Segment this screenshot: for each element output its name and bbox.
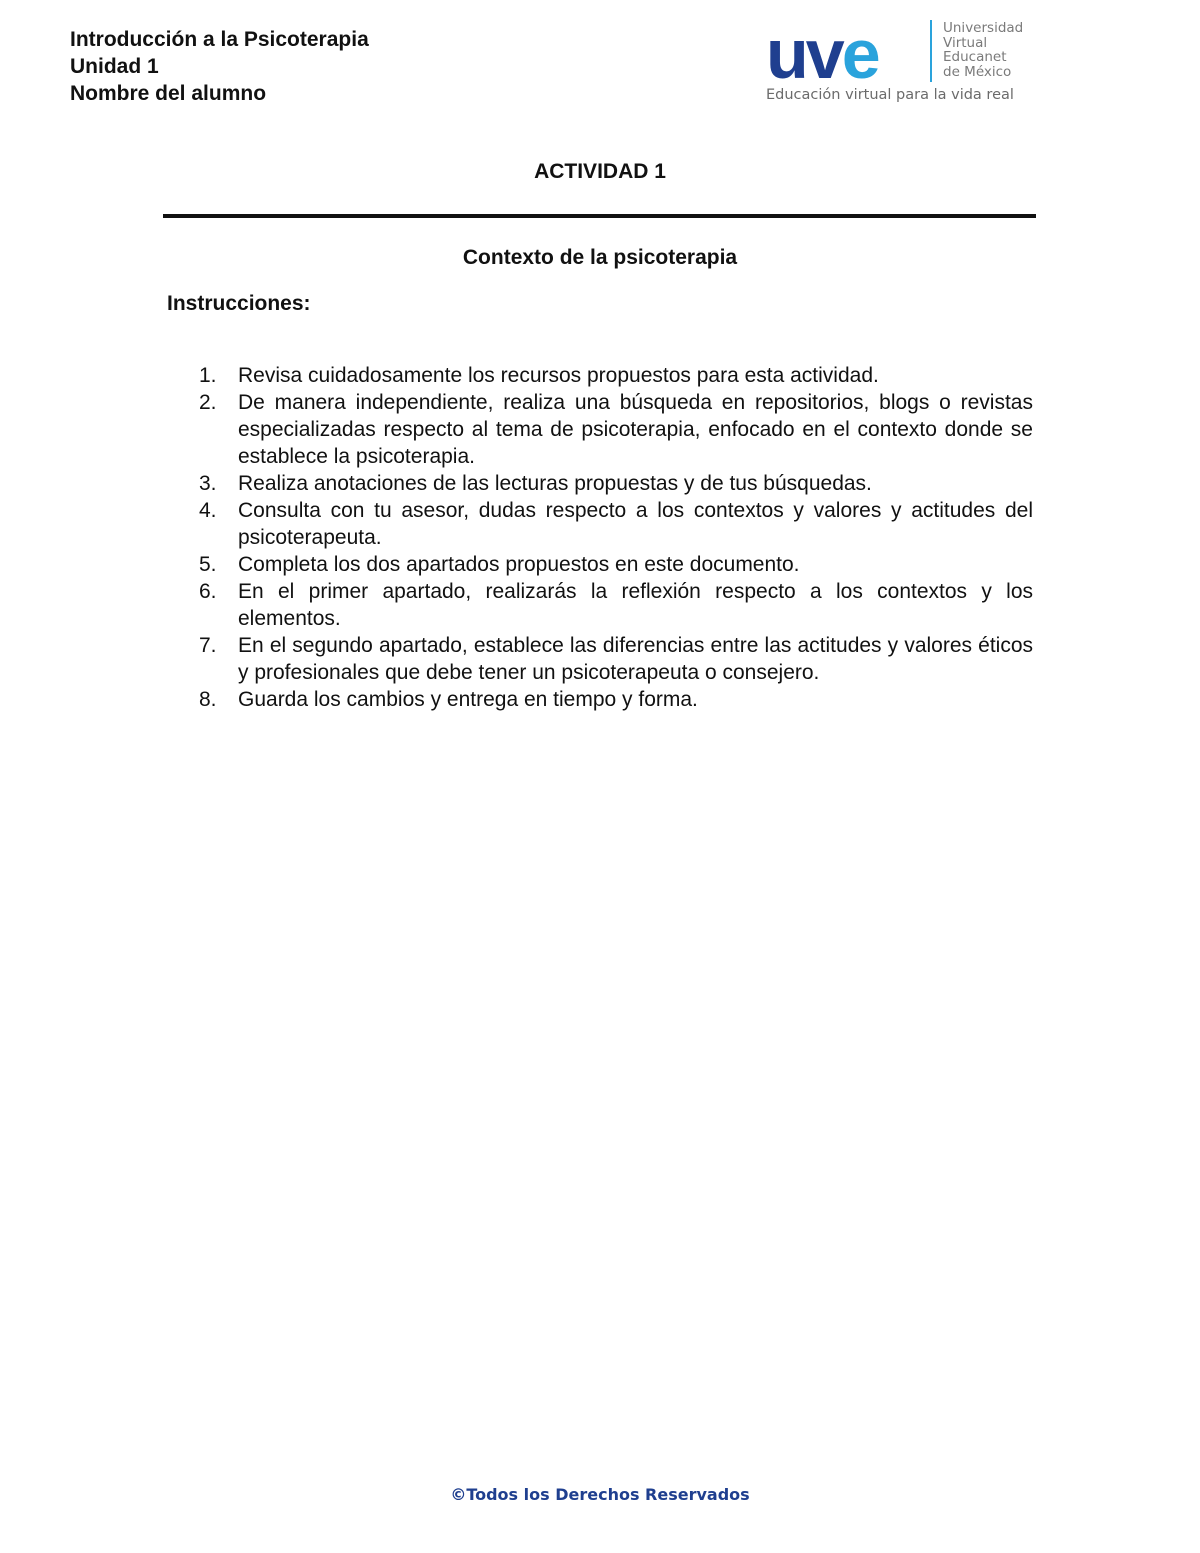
instruction-number: 6. [199,580,217,603]
logo-name-line: de México [943,63,1012,80]
copyright-footer: ©Todos los Derechos Reservados [450,1485,750,1504]
instruction-text: Completa los dos apartados propuestos en este documento. [238,553,800,576]
instructions-list [199,362,1033,713]
course-name: Introducción a la Psicoterapia [70,28,369,51]
instruction-number: 1. [199,364,217,387]
instruction-number: 7. [199,634,217,657]
instruction-item [199,362,1033,389]
logo-mark-uv: uv [766,15,842,93]
instruction-text: Guarda los cambios y entrega en tiempo y forma. [238,688,698,711]
instruction-text: En el primer apartado, realizarás la reflexión respecto a los contextos y los elementos. [238,580,1033,630]
logo-name-line: Virtual [943,34,988,51]
instruction-text: En el segundo apartado, establece las diferencias entre las actitudes y valores éticos y profesionales que debe tener un psicoterapeuta o consejero. [238,634,1033,684]
logo-mark-e: e [841,15,878,93]
instruction-number: 3. [199,472,217,495]
instruction-number: 8. [199,688,217,711]
instruction-number: 4. [199,499,217,522]
instruction-item [199,551,1033,578]
logo-mark [766,15,878,93]
instruction-number: 5. [199,553,217,576]
uve-logo [766,15,1036,108]
instruction-item [199,632,1033,686]
section-title: Contexto de la psicoterapia [462,246,738,269]
instruction-text: Realiza anotaciones de las lecturas propuestas y de tus búsquedas. [238,472,872,495]
document-header [70,26,369,107]
instruction-item [199,578,1033,632]
logo-name-line: Universidad [943,20,1024,36]
instruction-text: De manera independiente, realiza una búsqueda en repositorios, blogs o revistas especializadas respecto al tema de psicoterapia, enfocado en el contexto donde se establece la psicoterapia. [238,391,1033,468]
instruction-text: Revisa cuidadosamente los recursos propuestos para esta actividad. [238,364,879,387]
instruction-item [199,686,1033,713]
logo-tagline: Educación virtual para la vida real [766,87,1014,103]
logo-name-line: Educanet [943,49,1007,65]
unit-label: Unidad 1 [70,55,159,78]
activity-title: ACTIVIDAD 1 [534,160,666,183]
instruction-item [199,389,1033,470]
instructions-label: Instrucciones: [167,292,311,315]
title-divider [163,214,1036,218]
instruction-item [199,470,1033,497]
instruction-item [199,497,1033,551]
student-name: Nombre del alumno [70,82,267,105]
logo-university-name [943,21,1023,79]
instruction-text: Consulta con tu asesor, dudas respecto a los contextos y valores y actitudes del psicoterapeuta. [238,499,1033,549]
instruction-number: 2. [199,391,217,414]
logo-separator [930,20,932,82]
